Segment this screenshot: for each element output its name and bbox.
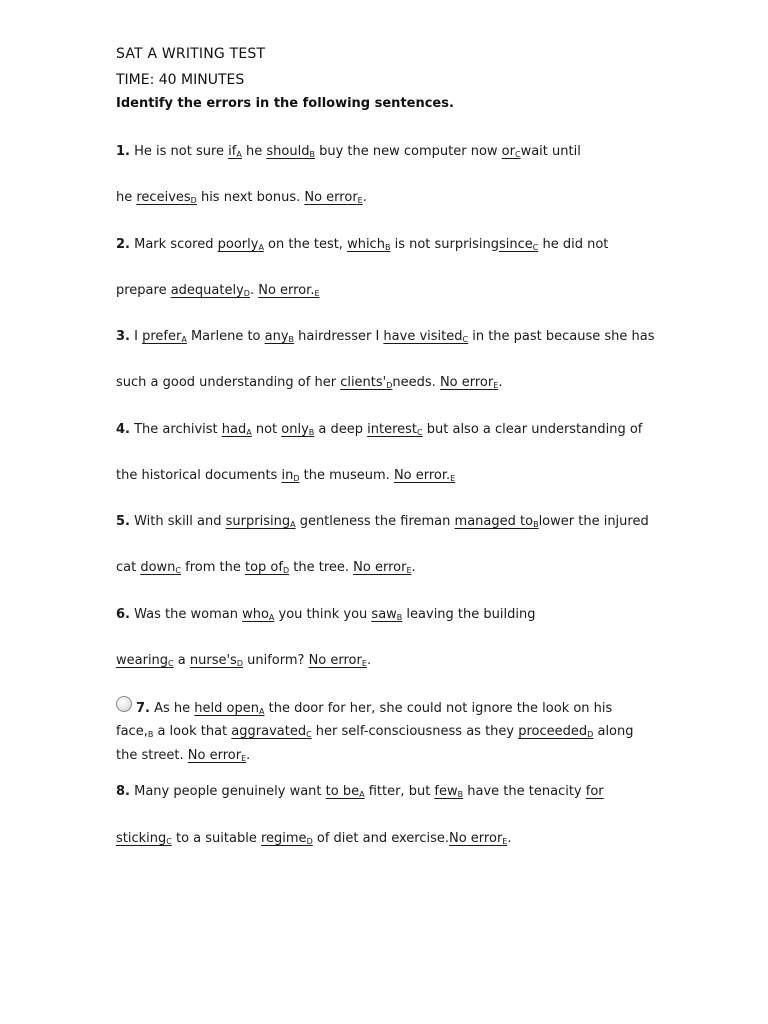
choice-a: $if_A$ xyxy=(228,144,242,159)
question-7-line-3 xyxy=(116,748,250,767)
text: . xyxy=(507,831,512,846)
choice-e: No error$_E$ xyxy=(449,831,508,846)
text: He is not sure xyxy=(129,144,229,159)
text: the door for her, she could not ignore the look on his xyxy=(264,701,613,716)
choice-d: receives$_D$ xyxy=(136,190,197,205)
question-3-line-2 xyxy=(116,375,502,394)
question-number: 7. xyxy=(136,701,150,716)
text: cat xyxy=(116,560,141,575)
text: Marlene to xyxy=(186,329,265,344)
text: is not surprising xyxy=(390,237,499,252)
text: wait until xyxy=(520,144,581,159)
text: The archivist xyxy=(129,422,222,437)
text: Was the woman xyxy=(129,607,243,622)
text: . xyxy=(362,190,367,205)
choice-b: any$_B$ xyxy=(264,329,295,344)
text: from the xyxy=(181,560,245,575)
choice-d: regime$_D$ xyxy=(260,831,313,846)
choice-a: prefer$_A$ xyxy=(142,329,187,344)
question-1-line-1 xyxy=(116,144,581,163)
text: leaving the building xyxy=(402,607,536,622)
question-number: 4. xyxy=(116,422,130,437)
question-6-line-2 xyxy=(116,653,371,672)
text: Mark scored xyxy=(129,237,218,252)
text: not xyxy=(251,422,282,437)
choice-c-part-1: for xyxy=(585,784,604,799)
choice-c: wearing$_C$ xyxy=(116,653,174,668)
test-title: SAT A WRITING TEST xyxy=(116,46,266,62)
text: you think you xyxy=(274,607,372,622)
choice-c: sticking$_C$ xyxy=(116,831,172,846)
choice-c: $or_C$ xyxy=(501,144,521,159)
instructions: Identify the errors in the following sentences. xyxy=(116,96,454,111)
choice-e: No $error._E$ xyxy=(258,283,320,298)
text: gentleness the fireman xyxy=(295,514,455,529)
text: uniform? xyxy=(243,653,309,668)
question-5-line-2 xyxy=(116,560,416,579)
choice-e: No error$_E$ xyxy=(308,653,367,668)
question-8-line-1 xyxy=(116,784,604,803)
text: he xyxy=(116,190,137,205)
text: a deep xyxy=(314,422,368,437)
text: . xyxy=(249,283,259,298)
choice-c: aggravated$_C$ xyxy=(231,724,312,739)
text: such a good understanding of her xyxy=(116,375,341,390)
choice-e: No error$_E$ xyxy=(439,375,499,390)
choice-b: managed $to_B$ xyxy=(454,514,539,529)
choice-b-label: B xyxy=(147,730,154,739)
question-7-line-1 xyxy=(136,701,612,720)
question-number: 1. xyxy=(116,144,130,159)
text: the street. xyxy=(116,748,188,763)
text: face, xyxy=(116,724,148,739)
text: her self-consciousness as they xyxy=(311,724,519,739)
text: a xyxy=(173,653,190,668)
choice-b: few$_B$ xyxy=(434,784,464,799)
text: fitter, but xyxy=(364,784,435,799)
text: hairdresser I xyxy=(294,329,384,344)
choice-b: only$_B$ xyxy=(281,422,315,437)
text: have the tenacity xyxy=(463,784,586,799)
text: With skill and xyxy=(129,514,226,529)
choice-c: since$_C$ xyxy=(498,237,539,252)
choice-b: saw$_B$ xyxy=(371,607,403,622)
question-7-line-2 xyxy=(116,724,634,743)
question-3-line-1 xyxy=(116,329,655,348)
question-5-line-1 xyxy=(116,514,649,533)
choice-c: interest$_C$ xyxy=(367,422,423,437)
choice-d: proceeded$_D$ xyxy=(518,724,594,739)
choice-d: adequately$_D$ xyxy=(170,283,250,298)
choice-e: No error$_E$ xyxy=(304,190,363,205)
question-number: 2. xyxy=(116,237,130,252)
text: As he xyxy=(149,701,195,716)
answer-radio-button[interactable] xyxy=(116,696,132,712)
time-limit: TIME: 40 MINUTES xyxy=(116,72,245,88)
question-number: 8. xyxy=(116,784,130,799)
choice-c: down$_C$ xyxy=(140,560,182,575)
choice-a: poorly$_A$ xyxy=(217,237,264,252)
choice-e: No error$_E$ xyxy=(187,748,247,763)
text: . xyxy=(411,560,416,575)
choice-d: $nurse's_D$ xyxy=(189,653,243,668)
choice-d: $in_D$ xyxy=(281,468,300,483)
choice-e: No $error._E$ xyxy=(393,468,456,483)
text: he xyxy=(241,144,267,159)
choice-d: $clients'_D$ xyxy=(340,375,393,390)
text: a look that xyxy=(153,724,232,739)
text: . xyxy=(366,653,372,668)
text: in the past because she has xyxy=(468,329,655,344)
choice-b: which$_B$ xyxy=(347,237,391,252)
text: the historical documents xyxy=(116,468,282,483)
choice-b: should$_B$ xyxy=(266,144,315,159)
question-number: 6. xyxy=(116,607,130,622)
text: needs. xyxy=(392,375,440,390)
choice-a: surprising$_A$ xyxy=(225,514,296,529)
question-4-line-1 xyxy=(116,422,642,441)
question-6-line-1 xyxy=(116,607,535,626)
text: his next bonus. xyxy=(196,190,305,205)
text: lower the injured xyxy=(538,514,649,529)
choice-d: top $of_D$ xyxy=(245,560,290,575)
question-4-line-2 xyxy=(116,468,455,487)
question-2-line-1 xyxy=(116,237,608,256)
text: buy the new computer now xyxy=(314,144,502,159)
choice-a: had$_A$ xyxy=(221,422,252,437)
text: the tree. xyxy=(289,560,354,575)
text: of diet and exercise. xyxy=(312,831,449,846)
text: but also a clear understanding of xyxy=(422,422,643,437)
question-8-line-2 xyxy=(116,831,512,850)
text: he did not xyxy=(538,237,609,252)
question-number: 3. xyxy=(116,329,130,344)
text: the museum. xyxy=(299,468,394,483)
text: to a suitable xyxy=(171,831,261,846)
choice-e: No error$_E$ xyxy=(353,560,412,575)
choice-a: to $be_A$ xyxy=(325,784,365,799)
question-2-line-2 xyxy=(116,283,320,302)
text: on the test, xyxy=(263,237,348,252)
question-number: 5. xyxy=(116,514,130,529)
choice-a: who$_A$ xyxy=(242,607,275,622)
text: I xyxy=(129,329,143,344)
text: along xyxy=(593,724,634,739)
text: Many people genuinely want xyxy=(129,784,326,799)
text: prepare xyxy=(116,283,171,298)
choice-a: held open$_A$ xyxy=(194,701,265,716)
choice-c: have visited$_C$ xyxy=(383,329,469,344)
text: . xyxy=(246,748,251,763)
question-1-line-2 xyxy=(116,190,367,209)
text: . xyxy=(498,375,503,390)
